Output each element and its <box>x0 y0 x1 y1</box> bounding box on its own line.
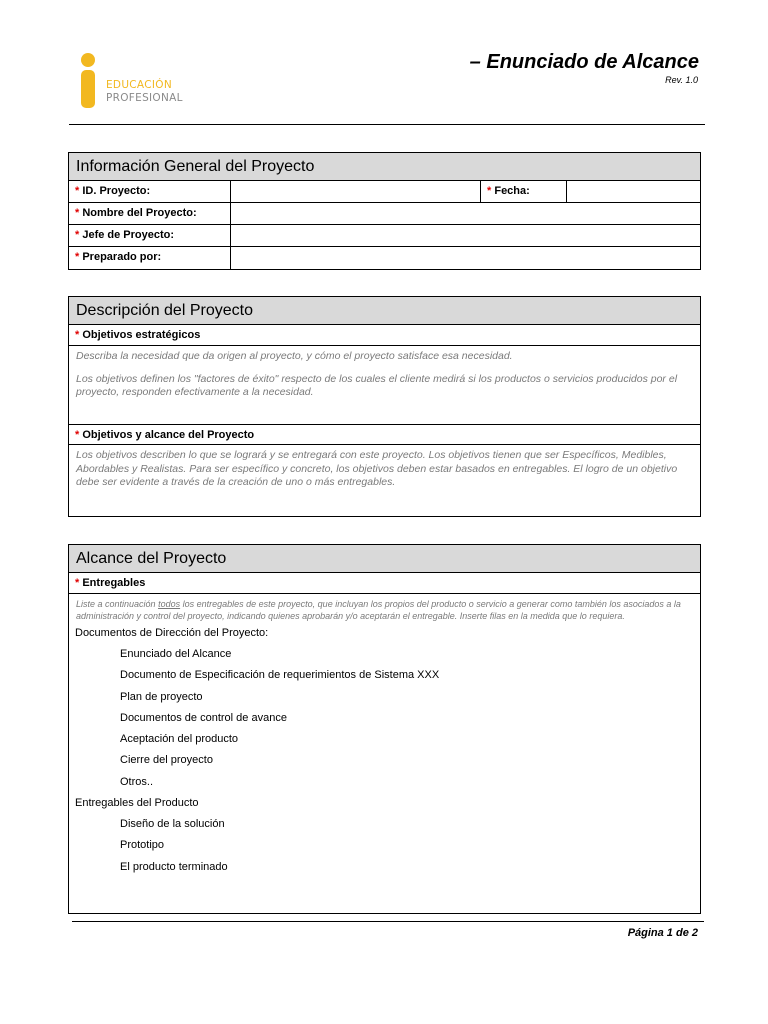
info-row-jefe <box>69 225 700 247</box>
nombre-label-cell <box>69 203 231 224</box>
logo-line1: EDUCACIÓN <box>106 79 172 91</box>
scope-objectives-label-cell <box>69 424 700 445</box>
logo-text <box>106 79 183 105</box>
list-item: El producto terminado <box>120 860 228 873</box>
deliverables-list[interactable] <box>69 623 700 878</box>
required-star: * <box>75 577 80 589</box>
hint-text: Liste a continuación <box>76 599 159 609</box>
fecha-label-cell <box>481 181 567 202</box>
list-item: Diseño de la solución <box>120 818 225 831</box>
hint-paragraph: Describa la necesidad que da origen al proyecto, y cómo el proyecto satisface esa necesidad. <box>76 350 513 362</box>
nombre-label: Nombre del Proyecto: <box>82 207 197 219</box>
strategic-objectives-label-cell <box>69 325 700 346</box>
info-row-nombre <box>69 203 700 225</box>
strategic-objectives-text[interactable] <box>69 346 700 424</box>
info-row-preparado <box>69 247 700 269</box>
logo-mark-icon <box>78 52 108 112</box>
list-item: Plan de proyecto <box>120 690 203 703</box>
list-item: Documento de Especificación de requerimientos de Sistema XXX <box>120 669 440 682</box>
document-title: – Enunciado de Alcance <box>469 51 699 73</box>
info-row-id <box>69 181 700 203</box>
deliverables-label-cell <box>69 573 700 594</box>
list-item: Documentos de control de avance <box>120 711 287 724</box>
footer-divider <box>72 921 704 922</box>
section-title: Descripción del Proyecto <box>69 297 700 325</box>
hint-paragraph: Los objetivos definen los "factores de éxito" respecto de los cuales el cliente medirá si los productos o servicios producidos por el proyecto, responden efectivamente a la necesidad. <box>76 372 678 398</box>
scope-section <box>68 544 701 914</box>
preparado-field[interactable] <box>231 247 700 269</box>
list-item: Enunciado del Alcance <box>120 648 232 660</box>
description-section <box>68 296 701 517</box>
required-star: * <box>75 329 80 341</box>
list-item: Aceptación del producto <box>120 733 239 746</box>
required-star: * <box>75 251 80 263</box>
hint-text: los entregables de este proyecto, que incluyan los propios del producto o servicio a generar como también los asociados a la administración y control del proyecto, indicando quienes aprobarán y/o aceptarán el entregable. Inserte filas en la medida que lo requiera. <box>76 599 681 621</box>
fecha-label: Fecha: <box>494 185 530 197</box>
deliverables-hint <box>69 594 700 622</box>
scope-objectives-label: Objetivos y alcance del Proyecto <box>82 429 255 441</box>
preparado-label: Preparado por: <box>82 251 162 263</box>
jefe-label-cell <box>69 225 231 246</box>
list-item: Otros.. <box>120 775 154 788</box>
deliverables-label: Entregables <box>82 577 146 589</box>
logo-line2: PROFESIONAL <box>106 92 183 104</box>
section-title: Alcance del Proyecto <box>69 545 700 573</box>
required-star: * <box>75 185 80 197</box>
preparado-label-cell <box>69 247 231 269</box>
required-star: * <box>75 207 80 219</box>
group-title: Entregables del Producto <box>75 797 199 810</box>
group-title: Documentos de Dirección del Proyecto: <box>75 627 269 639</box>
page-number: Página 1 de 2 <box>627 927 698 939</box>
list-item: Prototipo <box>120 839 165 852</box>
required-star: * <box>75 429 80 441</box>
section-title: Información General del Proyecto <box>69 153 700 181</box>
strategic-objectives-label: Objetivos estratégicos <box>82 329 201 341</box>
nombre-field[interactable] <box>231 203 700 224</box>
scope-objectives-text[interactable] <box>69 445 700 490</box>
hint-paragraph: Los objetivos describen lo que se logrará y se entregará con este proyecto. Los objetivos tienen que ser Específicos, Medibles, Abordables y Realistas. Para ser específico y concreto, los objetivos deben estar basados en entregables. El logro de un objetivo debe ser evidente a través de la creación de uno o más entregables. <box>76 449 678 488</box>
id-field[interactable] <box>231 181 481 202</box>
jefe-label: Jefe de Proyecto: <box>82 229 175 241</box>
general-info-section <box>68 152 701 270</box>
id-label-cell <box>69 181 231 202</box>
fecha-field[interactable] <box>567 181 700 202</box>
id-label: ID. Proyecto: <box>82 185 151 197</box>
revision-label: Rev. 1.0 <box>665 75 698 85</box>
required-star: * <box>487 185 492 197</box>
jefe-field[interactable] <box>231 225 700 246</box>
hint-emphasis: todos <box>158 599 181 609</box>
list-item: Cierre del proyecto <box>120 754 213 767</box>
header-divider <box>69 124 705 125</box>
required-star: * <box>75 229 80 241</box>
